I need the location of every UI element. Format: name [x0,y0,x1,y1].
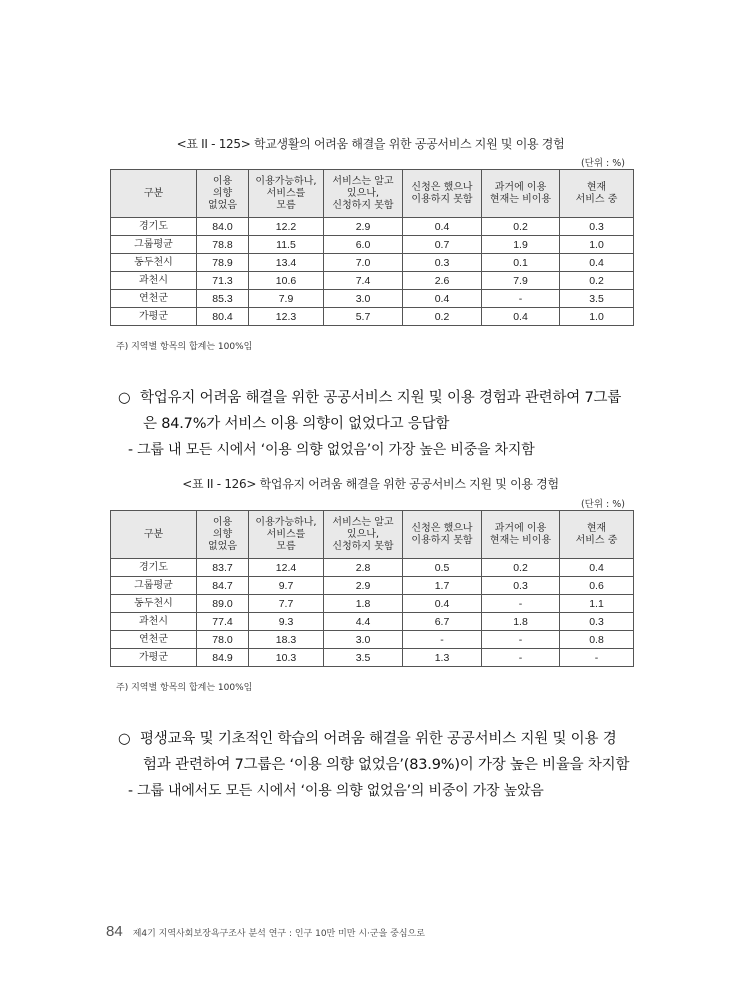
table-row [111,559,634,577]
table-cell: 71.3 [197,272,249,290]
table-cell: 1.8 [324,595,403,613]
paragraph2-line2: 험과 관련하여 7그룹은 ‘이용 의향 없었음’(83.9%)이 가장 높은 비율을 차지함 [143,757,630,773]
table-cell: 0.2 [482,218,560,236]
table-cell: 0.1 [482,254,560,272]
table1-header-cell: 이용 의향 없었음 [197,170,249,218]
table1-note: 주) 지역별 항목의 합계는 100%임 [116,342,253,352]
table-cell: 0.3 [560,218,634,236]
table-cell: 0.6 [560,577,634,595]
page-footer [106,921,425,940]
table-cell: 동두천시 [111,595,197,613]
table1-unit: (단위 : %) [580,158,625,169]
table-cell: 12.3 [249,308,324,326]
table-cell: 83.7 [197,559,249,577]
table1-header-cell: 구분 [111,170,197,218]
table-cell: 78.0 [197,631,249,649]
table-cell: 18.3 [249,631,324,649]
table-cell: 7.0 [324,254,403,272]
table1-header-cell: 서비스는 알고 있으나, 신청하지 못함 [324,170,403,218]
table2-header-row [111,511,634,559]
circle-bullet-icon: ○ [118,390,131,406]
table-cell: 7.9 [482,272,560,290]
table1-caption: <표 II - 125> 학교생활의 어려움 해결을 위한 공공서비스 지원 및 이용 경험 [176,137,565,151]
table-cell: 0.2 [482,559,560,577]
table2-header-cell: 과거에 이용 현재는 비이용 [482,511,560,559]
table-cell: 1.7 [403,577,482,595]
table-cell: 3.0 [324,290,403,308]
table-cell: 80.4 [197,308,249,326]
table2-caption: <표 II - 126> 학업유지 어려움 해결을 위한 공공서비스 지원 및 이용 경험 [182,477,559,491]
table-cell: 78.8 [197,236,249,254]
table-cell: 2.8 [324,559,403,577]
table-cell: 7.4 [324,272,403,290]
table-cell: - [560,649,634,667]
table-cell: 13.4 [249,254,324,272]
table-cell: 0.4 [403,595,482,613]
table-cell: 동두천시 [111,254,197,272]
table-cell: 6.7 [403,613,482,631]
table-cell: 4.4 [324,613,403,631]
table-cell: 2.6 [403,272,482,290]
table-cell: 3.0 [324,631,403,649]
table-cell: 3.5 [560,290,634,308]
table1-header-cell: 현재 서비스 중 [560,170,634,218]
table1-header-cell: 이용가능하나, 서비스를 모름 [249,170,324,218]
table-cell: 11.5 [249,236,324,254]
table-cell: 9.3 [249,613,324,631]
table-cell: 0.3 [482,577,560,595]
table-cell: 2.9 [324,218,403,236]
table-row [111,308,634,326]
table2-header-cell: 이용가능하나, 서비스를 모름 [249,511,324,559]
table-cell: 0.3 [560,613,634,631]
table-cell: 0.3 [403,254,482,272]
table-cell: - [482,649,560,667]
table-row [111,254,634,272]
table-cell: 0.4 [403,218,482,236]
table-row [111,649,634,667]
table-cell: 1.3 [403,649,482,667]
table-cell: 0.2 [403,308,482,326]
paragraph1-line2: 은 84.7%가 서비스 이용 의향이 없었다고 응답함 [143,416,450,432]
table2-header-cell: 구분 [111,511,197,559]
table-cell: 과천시 [111,272,197,290]
table-cell: 3.5 [324,649,403,667]
table-cell: 84.0 [197,218,249,236]
table-cell: 0.4 [560,559,634,577]
table-cell: - [482,290,560,308]
table2-header-cell: 신청은 했으나 이용하지 못함 [403,511,482,559]
table-cell: 1.1 [560,595,634,613]
paragraph1-dash-line: - 그룹 내 모든 시에서 ‘이용 의향 없었음’이 가장 높은 비중을 차지함 [128,442,535,458]
table-cell: 84.7 [197,577,249,595]
table-cell: 6.0 [324,236,403,254]
table-cell: 7.7 [249,595,324,613]
table-cell: 84.9 [197,649,249,667]
table-row [111,290,634,308]
table-cell: 0.8 [560,631,634,649]
table-cell: 0.7 [403,236,482,254]
table-cell: 1.0 [560,308,634,326]
table-cell: 0.4 [403,290,482,308]
table-cell: 연천군 [111,290,197,308]
table-cell: 77.4 [197,613,249,631]
table-cell: 89.0 [197,595,249,613]
table-row [111,577,634,595]
table1-header-cell: 신청은 했으나 이용하지 못함 [403,170,482,218]
table-cell: - [482,631,560,649]
table-cell: 그룹평균 [111,236,197,254]
table-cell: 78.9 [197,254,249,272]
table-cell: 0.2 [560,272,634,290]
table-cell: 0.5 [403,559,482,577]
table-row [111,613,634,631]
table2-header-cell: 서비스는 알고 있으나, 신청하지 못함 [324,511,403,559]
table-cell: 12.2 [249,218,324,236]
table1 [110,169,634,326]
table-row [111,272,634,290]
table-cell: 1.8 [482,613,560,631]
table-cell: 경기도 [111,559,197,577]
table2 [110,510,634,667]
table-row [111,218,634,236]
table1-header-row [111,170,634,218]
table-cell: 1.9 [482,236,560,254]
table-cell: 1.0 [560,236,634,254]
table-cell: - [403,631,482,649]
paragraph2-dash-line: - 그룹 내에서도 모든 시에서 ‘이용 의향 없었음’의 비중이 가장 높았음 [128,783,544,799]
paragraph2-line1 [118,727,617,748]
page-number: 84 [106,923,123,940]
table1-header-cell: 과거에 이용 현재는 비이용 [482,170,560,218]
table-cell: 10.6 [249,272,324,290]
paragraph1-text1: 학업유지 어려움 해결을 위한 공공서비스 지원 및 이용 경험과 관련하여 7그룹 [140,390,622,406]
table2-header-cell: 현재 서비스 중 [560,511,634,559]
table-cell: 가평군 [111,649,197,667]
table-cell: 7.9 [249,290,324,308]
table2-header-cell: 이용 의향 없었음 [197,511,249,559]
table-cell: 그룹평균 [111,577,197,595]
table-cell: 경기도 [111,218,197,236]
table-cell: 연천군 [111,631,197,649]
table-cell: 85.3 [197,290,249,308]
table-cell: 과천시 [111,613,197,631]
paragraph1-line1 [118,386,621,407]
table-cell: - [482,595,560,613]
footer-text: 제4기 지역사회보장욕구조사 분석 연구 : 인구 10만 미만 시·군을 중심으로 [132,929,425,939]
table-cell: 0.4 [482,308,560,326]
table-cell: 2.9 [324,577,403,595]
table-cell: 9.7 [249,577,324,595]
table-row [111,595,634,613]
table2-unit: (단위 : %) [580,499,625,510]
circle-bullet-icon: ○ [118,731,131,747]
table2-note: 주) 지역별 항목의 합계는 100%임 [116,683,253,693]
paragraph2-text1: 평생교육 및 기초적인 학습의 어려움 해결을 위한 공공서비스 지원 및 이용 경 [140,731,617,747]
table-row [111,236,634,254]
table-cell: 10.3 [249,649,324,667]
table-cell: 5.7 [324,308,403,326]
table-row [111,631,634,649]
table-cell: 0.4 [560,254,634,272]
table-cell: 12.4 [249,559,324,577]
table-cell: 가평군 [111,308,197,326]
